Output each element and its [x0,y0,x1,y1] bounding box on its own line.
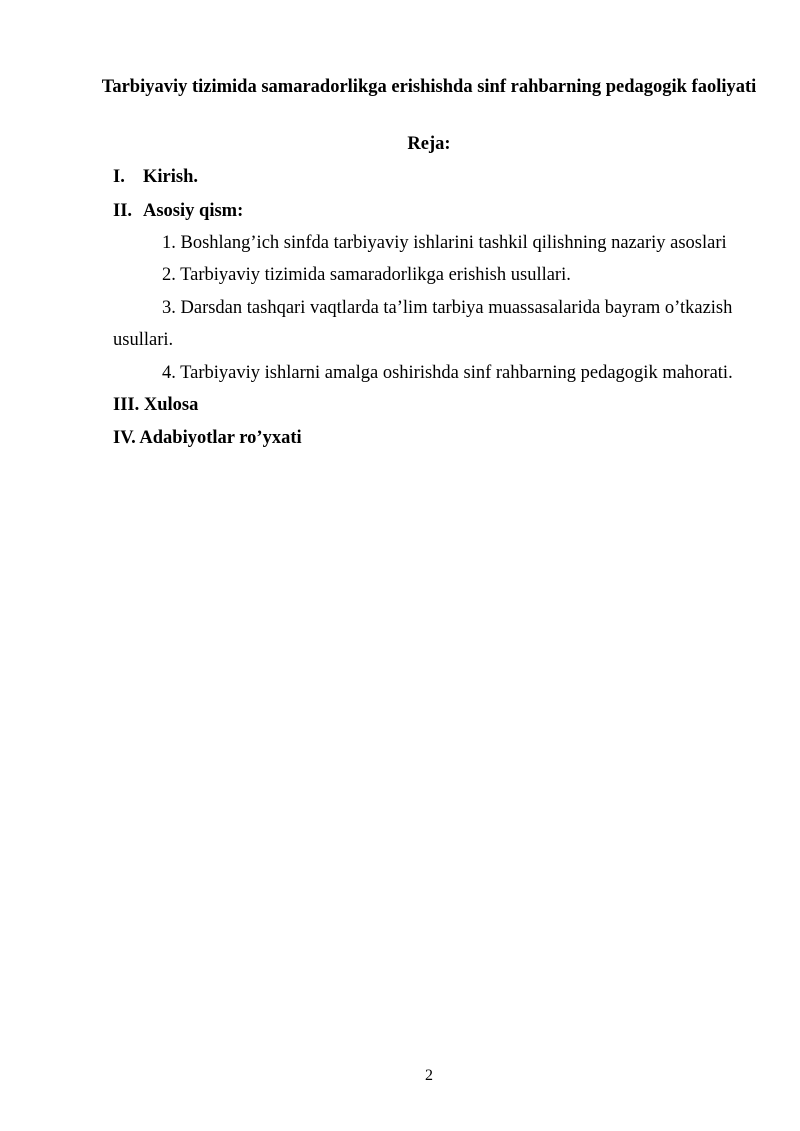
section-label: Kirish. [143,167,198,187]
section-introduction [113,166,198,188]
subitem-4: 4. Tarbiyaviy ishlarni amalga oshirishda sinf rahbarning pedagogik mahorati. [162,363,733,383]
section-label: Asosiy qism: [143,201,244,221]
subitem-3-continuation: usullari. [113,330,174,350]
section-conclusion: III. Xulosa [113,395,199,415]
section-numeral: I. [113,167,125,187]
section-main-part [113,200,243,222]
subitem-3: 3. Darsdan tashqari vaqtlarda ta’lim tarbiya muassasalarida bayram o’tkazish [162,298,733,318]
document-title: Tarbiyaviy tizimida samaradorlikga erishishda sinf rahbarning pedagogik faoliyati [101,77,757,97]
subitem-1: 1. Boshlang’ich sinfda tarbiyaviy ishlarini tashkil qilishning nazariy asoslari [162,233,727,253]
page-number: 2 [425,1067,433,1084]
plan-heading: Reja: [407,134,451,154]
section-numeral: II. [113,201,133,221]
section-bibliography: IV. Adabiyotlar ro’yxati [113,428,302,448]
subitem-2: 2. Tarbiyaviy tizimida samaradorlikga erishish usullari. [162,265,571,285]
